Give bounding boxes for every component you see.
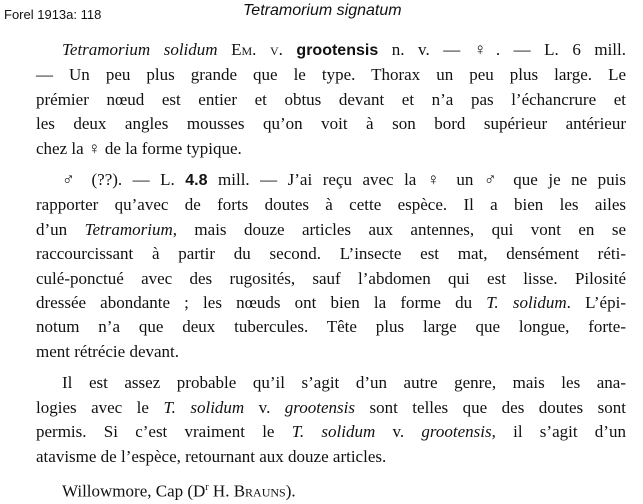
text-segment: grootensis [421, 422, 492, 442]
text-segment [218, 40, 232, 59]
text-segment: T. solidum [163, 397, 245, 417]
text-segment: permis. Si c’est vraiment le [36, 422, 292, 442]
text-line [36, 445, 626, 469]
text-segment: dressée abondante ; les nœuds ont bien la forme du [36, 293, 487, 313]
text-line [36, 396, 626, 420]
document-body [36, 38, 626, 504]
text-line [36, 38, 626, 63]
text-segment: grootensis [284, 397, 356, 417]
text-segment: — Un peu plus grande que le type. Thorax un peu plus large. Le [36, 65, 626, 85]
text-segment: T. solidum [291, 422, 376, 442]
text-line [36, 137, 626, 161]
text-segment: grootensis [296, 42, 379, 59]
text-segment: Tetramorium [84, 219, 173, 239]
text-segment: ). [285, 481, 296, 501]
text-segment: Il est assez probable qu’il s’agit d’un autre genre, mais les ana- [62, 373, 626, 393]
text-segment: H. [208, 481, 234, 501]
text-line [36, 340, 626, 364]
text-line [36, 193, 626, 217]
text-line [36, 315, 626, 339]
page-title: Tetramorium signatum [243, 2, 402, 19]
paragraph [36, 371, 626, 469]
text-line [36, 420, 626, 444]
text-segment: Em. v. [231, 40, 297, 59]
text-segment: 4.8 [185, 172, 208, 190]
text-line [36, 371, 626, 395]
text-line [36, 88, 626, 112]
paragraph [36, 168, 626, 364]
paragraph [36, 476, 626, 504]
text-segment: notum n’a que deux tubercules. Tête plus large que longue, forte- [36, 317, 626, 337]
text-segment: T. solidum [486, 293, 567, 313]
text-segment: chez la ♀ de la forme typique. [36, 138, 242, 158]
paragraph [36, 38, 626, 161]
text-line [36, 476, 626, 504]
text-segment: . L’épi- [566, 293, 626, 313]
text-line [36, 218, 626, 242]
text-line [36, 291, 626, 315]
text-line [36, 63, 626, 87]
text-line [36, 168, 626, 193]
text-segment: culé-ponctué avec des rugosités, sauf l’abdomen qui est lisse. Pilosité [36, 268, 626, 288]
text-segment: les deux angles mousses qu’on voit à son bord supérieur antérieur [36, 114, 626, 134]
text-segment: ment rétrécie devant. [36, 341, 180, 361]
text-segment: n. v. — ♀. — L. 6 mill. [378, 40, 626, 59]
text-segment: , mais douze articles aux antennes, qui vont en se [172, 219, 626, 239]
text-segment: Tetramorium solidum [62, 40, 218, 59]
text-line [36, 242, 626, 266]
text-segment: Willowmore, Cap (D [62, 481, 206, 501]
text-segment: atavisme de l’espèce, retournant aux douze articles. [36, 446, 387, 466]
text-segment: v. [375, 422, 422, 442]
text-segment: Brauns [233, 481, 286, 501]
text-line [36, 267, 626, 291]
text-segment: r [205, 481, 209, 493]
text-segment: raccourcissant à partir du second. L’insecte est mat, densément réti- [36, 244, 626, 264]
text-line [36, 112, 626, 136]
text-segment: rapporter qu’avec de forts doutes à cette espèce. Il a bien les ailes [36, 195, 626, 215]
text-segment: ♂ (??). — L. [62, 170, 186, 190]
text-segment: d’un [36, 219, 85, 239]
text-segment: sont telles que des doutes sont [355, 397, 626, 417]
text-segment: v. [244, 397, 285, 417]
page-reference: Forel 1913a: 118 [4, 7, 102, 22]
text-segment: logies avec le [36, 397, 164, 417]
text-segment: mill. — J’ai reçu avec la ♀ un ♂ que je ne puis [207, 170, 626, 190]
text-segment: prémier nœud est entier et obtus devant et n’a pas l’échancrure et [36, 89, 626, 109]
text-segment: , il s’agit d’un [491, 422, 626, 442]
